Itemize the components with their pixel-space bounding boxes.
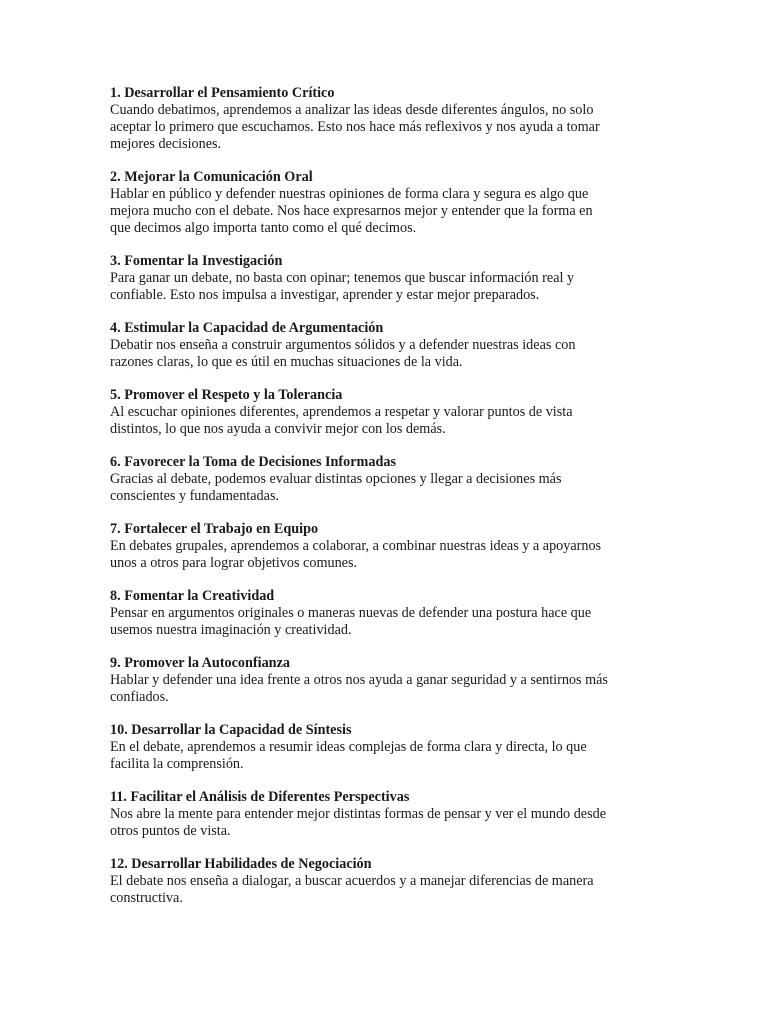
benefit-section — [110, 856, 670, 907]
section-heading: 9. Promover la Autoconfianza — [110, 655, 290, 671]
section-body-line: confiable. Esto nos impulsa a investigar, aprender y estar mejor preparados. — [110, 287, 540, 303]
section-body-line: Nos abre la mente para entender mejor distintas formas de pensar y ver el mundo desde — [110, 806, 606, 822]
section-body-line: En el debate, aprendemos a resumir ideas complejas de forma clara y directa, lo que — [110, 739, 587, 755]
section-heading: 7. Fortalecer el Trabajo en Equipo — [110, 521, 319, 537]
section-heading: 1. Desarrollar el Pensamiento Crítico — [110, 85, 335, 101]
benefit-section — [110, 85, 670, 153]
section-heading: 6. Favorecer la Toma de Decisiones Informadas — [110, 454, 396, 470]
section-body-line: Debatir nos enseña a construir argumentos sólidos y a defender nuestras ideas con — [110, 337, 576, 353]
section-body-line: mejores decisiones. — [110, 136, 222, 152]
section-body-line: razones claras, lo que es útil en muchas situaciones de la vida. — [110, 354, 463, 370]
section-body-line: conscientes y fundamentadas. — [110, 488, 280, 504]
benefit-section — [110, 320, 670, 371]
section-body-line: Hablar en público y defender nuestras opiniones de forma clara y segura es algo que — [110, 186, 589, 202]
section-body-line: constructiva. — [110, 890, 183, 906]
benefit-section — [110, 387, 670, 438]
document-body — [110, 85, 670, 923]
section-body-line: unos a otros para lograr objetivos comunes. — [110, 555, 358, 571]
section-heading: 5. Promover el Respeto y la Tolerancia — [110, 387, 343, 403]
section-body-line: Pensar en argumentos originales o maneras nuevas de defender una postura hace que — [110, 605, 592, 621]
section-body-line: otros puntos de vista. — [110, 823, 231, 839]
section-body-line: usemos nuestra imaginación y creatividad. — [110, 622, 352, 638]
section-body-line: facilita la comprensión. — [110, 756, 244, 772]
section-body-line: Hablar y defender una idea frente a otros nos ayuda a ganar seguridad y a sentirnos más — [110, 672, 608, 688]
benefit-section — [110, 454, 670, 505]
section-body-line: confiados. — [110, 689, 169, 705]
section-body-line: aceptar lo primero que escuchamos. Esto nos hace más reflexivos y nos ayuda a tomar — [110, 119, 600, 135]
section-body-line: Al escuchar opiniones diferentes, aprendemos a respetar y valorar puntos de vista — [110, 404, 573, 420]
section-body-line: En debates grupales, aprendemos a colaborar, a combinar nuestras ideas y a apoyarnos — [110, 538, 602, 554]
section-heading: 12. Desarrollar Habilidades de Negociación — [110, 856, 372, 872]
section-heading: 11. Facilitar el Análisis de Diferentes Perspectivas — [110, 789, 410, 805]
benefit-section — [110, 722, 670, 773]
section-body-line: Para ganar un debate, no basta con opinar; tenemos que buscar información real y — [110, 270, 575, 286]
section-body-line: Cuando debatimos, aprendemos a analizar las ideas desde diferentes ángulos, no solo — [110, 102, 594, 118]
section-heading: 4. Estimular la Capacidad de Argumentación — [110, 320, 384, 336]
section-body-line: Gracias al debate, podemos evaluar distintas opciones y llegar a decisiones más — [110, 471, 562, 487]
benefit-section — [110, 253, 670, 304]
benefit-section — [110, 789, 670, 840]
benefit-section — [110, 655, 670, 706]
section-heading: 3. Fomentar la Investigación — [110, 253, 283, 269]
benefit-section — [110, 521, 670, 572]
benefit-section — [110, 169, 670, 237]
section-heading: 8. Fomentar la Creatividad — [110, 588, 275, 604]
section-body-line: El debate nos enseña a dialogar, a buscar acuerdos y a manejar diferencias de manera — [110, 873, 594, 889]
section-body-line: que decimos algo importa tanto como el qué decimos. — [110, 220, 417, 236]
section-body-line: mejora mucho con el debate. Nos hace expresarnos mejor y entender que la forma en — [110, 203, 593, 219]
section-body-line: distintos, lo que nos ayuda a convivir mejor con los demás. — [110, 421, 446, 437]
section-heading: 2. Mejorar la Comunicación Oral — [110, 169, 313, 185]
section-heading: 10. Desarrollar la Capacidad de Síntesis — [110, 722, 352, 738]
benefit-section — [110, 588, 670, 639]
